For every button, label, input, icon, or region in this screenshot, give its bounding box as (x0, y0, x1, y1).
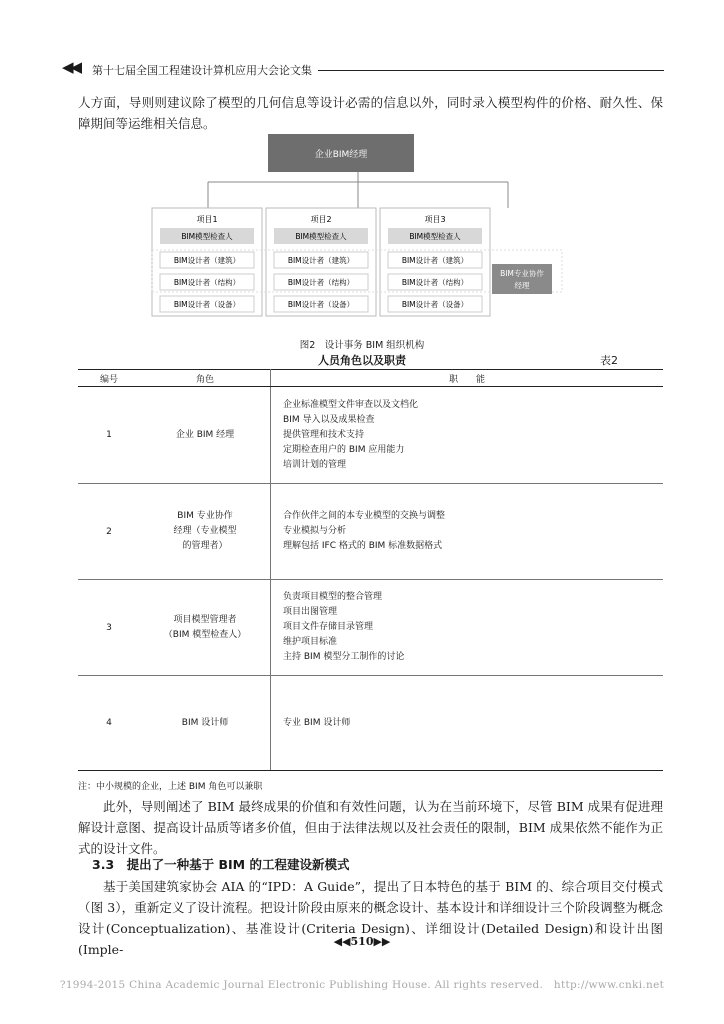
project-name: 项目3 (424, 215, 446, 224)
table-note: 注：中小规模的企业，上述 BIM 角色可以兼职 (78, 782, 263, 792)
designer-label: BIM设计者（建筑） (401, 256, 469, 265)
role-line: 项目模型管理者 (173, 614, 237, 625)
org-connectors (208, 172, 508, 208)
duty-line: 培训计划的管理 (283, 459, 347, 470)
row-no: 2 (78, 484, 140, 580)
designer-label: BIM设计者（设备） (173, 300, 241, 309)
duty-line: 维护项目标准 (283, 637, 338, 647)
designer-label: BIM设计者（结构） (401, 278, 469, 287)
designer-label: BIM设计者（建筑） (287, 256, 355, 265)
org-chart (148, 128, 568, 328)
project-name: 项目2 (310, 215, 332, 224)
row-duties (271, 580, 664, 676)
duty-line: 合作伙伴之间的本专业模型的交换与调整 (283, 511, 446, 521)
row-duties (271, 387, 664, 484)
table-row (78, 484, 663, 580)
org-top-label: 企业BIM经理 (314, 150, 368, 160)
table-row (78, 580, 663, 676)
header-duty: 职 能 (271, 370, 664, 387)
figure-caption: 图2 设计事务 BIM 组织机构 (299, 340, 425, 351)
project-column-1 (152, 208, 262, 316)
roles-table (78, 369, 663, 771)
role-line: 企业 BIM 经理 (175, 429, 235, 440)
duty-line: 理解包括 IFC 格式的 BIM 标准数据格式 (283, 541, 443, 551)
project-column-2 (266, 208, 376, 316)
duty-line: 负责项目模型的整合管理 (283, 592, 383, 602)
duty-line: BIM 导入以及成果检查 (283, 414, 375, 425)
paragraph-1: 人方面，导则则建议除了模型的几何信息等设计必需的信息以外，同时录入模型构件的价格、耐久性、保障期间等运维相关信息。 (78, 95, 663, 131)
role-line: 的管理者） (182, 541, 228, 551)
page-number: ◀◀510▶▶ (333, 935, 391, 948)
header-mark-icon: ◀◀ (62, 58, 80, 76)
role-line: BIM 设计师 (181, 717, 229, 728)
coordinator-label-2: 经理 (514, 281, 530, 290)
duty-line: 主持 BIM 模型分工制作的讨论 (283, 652, 405, 662)
project-name: 项目1 (196, 215, 218, 224)
row-role (140, 484, 271, 580)
header-role: 角色 (140, 370, 271, 387)
table-header-row (78, 370, 663, 387)
role-line: 经理（专业模型 (173, 526, 237, 536)
table-row (78, 387, 663, 484)
paragraph-2: 此外，导则阐述了 BIM 最终成果的价值和有效性问题，认为在当前环境下，尽管 BIM 成果有促进理解设计意图、提高设计品质等诸多价值，但由于法律法规以及社会责任的限制，BIM 成果依然不能作为正式的设计文件。 (78, 799, 663, 856)
table-title: 人员角色以及职责 (318, 354, 406, 367)
duty-line: 企业标准模型文件审查以及文档化 (283, 399, 419, 410)
row-role (140, 387, 271, 484)
designer-label: BIM设计者（设备） (287, 300, 355, 309)
running-header: 第十七届全国工程建设计算机应用大会论文集 (92, 64, 312, 77)
header-no: 编号 (78, 370, 140, 387)
row-no: 3 (78, 580, 140, 676)
checker-label: BIM模型检查人 (295, 232, 347, 241)
designer-label: BIM设计者（设备） (401, 300, 469, 309)
designer-label: BIM设计者（结构） (173, 278, 241, 287)
row-role (140, 580, 271, 676)
table-number: 表2 (600, 354, 618, 367)
duty-line: 定期检查用户的 BIM 应用能力 (283, 444, 405, 455)
checker-label: BIM模型检查人 (181, 232, 233, 241)
duty-line: 提供管理和技术支持 (283, 429, 365, 440)
role-line: BIM 专业协作 (177, 511, 233, 521)
role-line: （BIM 模型检查人） (163, 629, 247, 640)
row-duties (271, 676, 664, 771)
section-heading: 3.3 提出了一种基于 BIM 的工程建设新模式 (92, 857, 350, 872)
project-column-3 (380, 208, 490, 316)
duty-line: 项目出图管理 (283, 607, 338, 617)
copyright-footer: ?1994-2015 China Academic Journal Electronic Publishing House. All rights reserved. http://www.cnki.net (59, 979, 665, 991)
header-rule (318, 70, 664, 71)
table-row (78, 676, 663, 771)
designer-label: BIM设计者（建筑） (173, 256, 241, 265)
checker-label: BIM模型检查人 (409, 232, 461, 241)
duty-line: 项目文件存储目录管理 (283, 622, 374, 632)
designer-label: BIM设计者（结构） (287, 278, 355, 287)
coordinator-label-1: BIM专业协作 (500, 269, 544, 278)
duty-line: 专业 BIM 设计师 (283, 717, 351, 728)
paragraph-3: 基于美国建筑家协会 AIA 的“IPD：A Guide”，提出了日本特色的基于 BIM 的、综合项目交付模式（图 3），重新定义了设计流程。把设计阶段由原来的概念设计、基本设计和详细设计三个阶段调整为概念设计(Conceptualization)、基准设计(Criteria Design)、详细设计(Detailed Design)和设计出图(Imple- (78, 879, 663, 957)
row-no: 1 (78, 387, 140, 484)
row-no: 4 (78, 676, 140, 771)
row-role (140, 676, 271, 771)
row-duties (271, 484, 664, 580)
duty-line: 专业模拟与分析 (283, 526, 347, 536)
